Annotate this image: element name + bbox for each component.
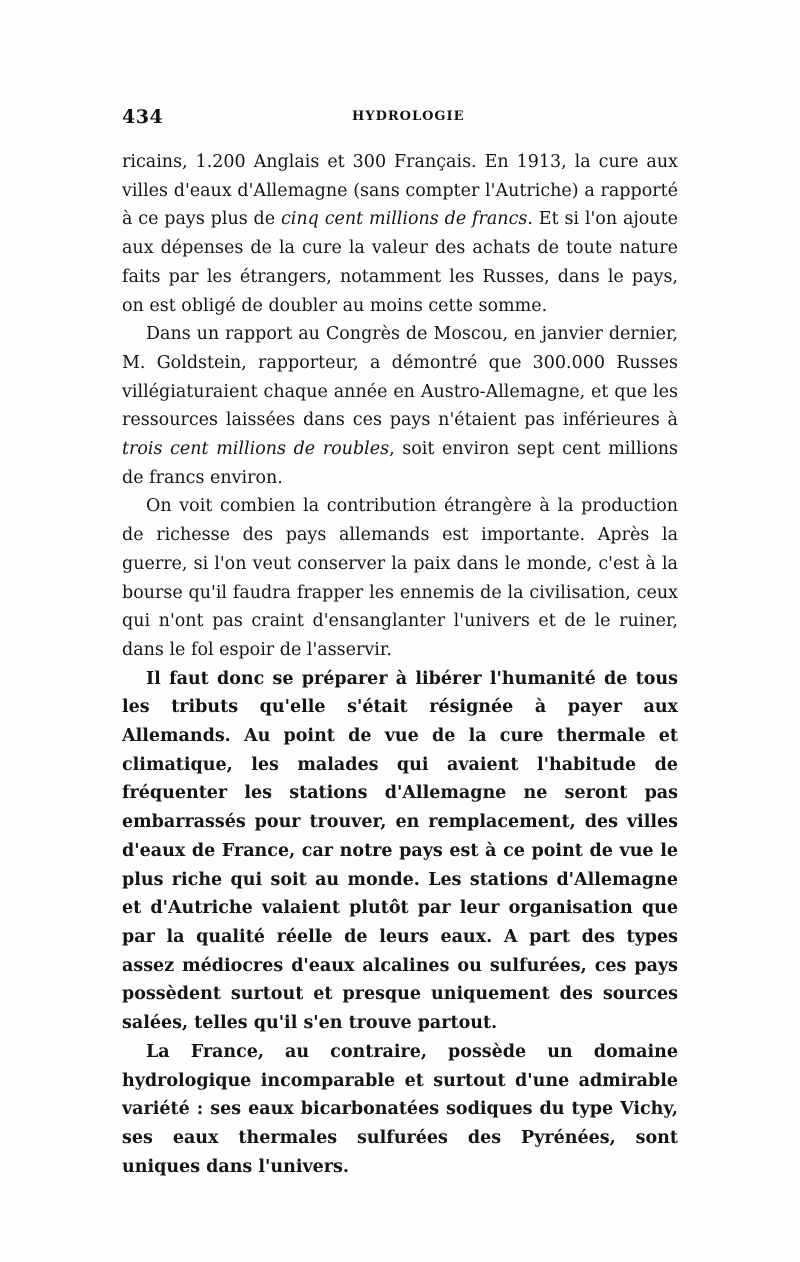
italic-phrase: trois cent millions de roubles [122,439,390,460]
paragraph-4 [122,665,678,1038]
paragraph-2 [122,320,678,492]
text-run: La France, au contraire, possède un domaine hydrologique incomparable et surtout d'une admirable variété : ses eaux bicarbonatées sodiques du type Vichy, ses eaux thermales sulfurées des Pyrénées, sont uniques dans l'univers. [122,1041,678,1177]
italic-phrase: cinq cent millions de francs [280,209,528,230]
paragraph-5 [122,1038,678,1182]
text-run: Il faut donc se préparer à libérer l'humanité de tous les tributs qu'elle s'était résignée à payer aux Allemands. Au point de vue de la cure thermale et climatique, les malades qui avaient l'habitude de fréquenter les stations d'Allemagne ne seront pas embarrassés pour trouver, en remplacement, des villes d'eaux de France, car notre pays est à ce point de vue le plus riche qui soit au monde. Les stations d'Allemagne et d'Autriche valaient plutôt par leur organisation que par la qualité réelle de leurs eaux. A part des types assez médiocres d'eaux alcalines ou sulfurées, ces pays possèdent surtout et presque uniquement des sources salées, telles qu'il s'en trouve partout. [122,668,678,1034]
text-run: , soit environ sept cent millions de francs environ. [122,439,678,488]
text-run: On voit combien la contribution étrangère à la production de richesse des pays allemands est importante. Après la guerre, si l'on veut conserver la paix dans le monde, c'est à la bourse qu'il faudra frapper les ennemis de la civilisation, ceux qui n'ont pas craint d'ensanglanter l'univers et de le ruiner, dans le fol espoir de l'asservir. [122,496,678,660]
paragraph-1 [122,148,678,320]
text-run: . Et si l'on ajoute aux dépenses de la cure la valeur des achats de toute nature faits par les étrangers, notamment les Russes, dans le pays, on est obligé de doubler au moins cette somme. [122,209,678,316]
paragraph-3 [122,492,678,664]
running-title: HYDROLOGIE [352,109,465,124]
page-number: 434 [122,106,164,128]
page-header [122,106,678,136]
text-run: ricains, 1.200 Anglais et 300 Français. En 1913, la cure aux villes d'eaux d'Allemagne (sans compter l'Autriche) a rapporté à ce pays plus de [122,152,678,230]
body-text [122,148,678,1181]
text-run: Dans un rapport au Congrès de Moscou, en janvier dernier, M. Goldstein, rapporteur, a démontré que 300.000 Russes villégiaturaient chaque année en Austro-Allemagne, et que les ressources laissées dans ces pays n'étaient pas inférieures à [122,324,678,431]
